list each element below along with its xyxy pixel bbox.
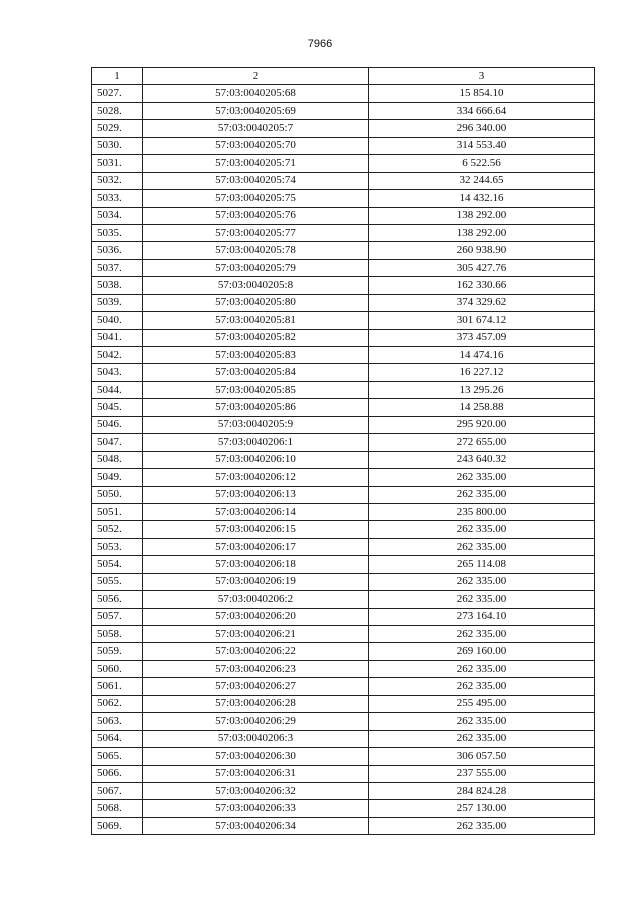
row-number: 5055. bbox=[92, 573, 143, 590]
cadastral-value: 260 938.90 bbox=[369, 242, 595, 259]
table-row bbox=[92, 817, 595, 834]
cadastral-code: 57:03:0040206:12 bbox=[143, 469, 369, 486]
cadastral-value: 14 432.16 bbox=[369, 190, 595, 207]
table-row bbox=[92, 643, 595, 660]
cadastral-value: 32 244.65 bbox=[369, 172, 595, 189]
row-number: 5058. bbox=[92, 626, 143, 643]
row-number: 5062. bbox=[92, 695, 143, 712]
cadastral-value: 373 457.09 bbox=[369, 329, 595, 346]
cadastral-value: 138 292.00 bbox=[369, 207, 595, 224]
cadastral-code: 57:03:0040206:29 bbox=[143, 713, 369, 730]
cadastral-code: 57:03:0040206:31 bbox=[143, 765, 369, 782]
cadastral-code: 57:03:0040205:71 bbox=[143, 155, 369, 172]
table-row bbox=[92, 486, 595, 503]
cadastral-value: 273 164.10 bbox=[369, 608, 595, 625]
cadastral-code: 57:03:0040206:27 bbox=[143, 678, 369, 695]
cadastral-value: 262 335.00 bbox=[369, 626, 595, 643]
row-number: 5034. bbox=[92, 207, 143, 224]
column-header-cadastral-code: 2 bbox=[143, 68, 369, 85]
table-row bbox=[92, 102, 595, 119]
table-body bbox=[92, 85, 595, 835]
cadastral-code: 57:03:0040206:20 bbox=[143, 608, 369, 625]
column-header-number: 1 bbox=[92, 68, 143, 85]
cadastral-code: 57:03:0040206:13 bbox=[143, 486, 369, 503]
cadastral-value: 262 335.00 bbox=[369, 521, 595, 538]
table-row bbox=[92, 416, 595, 433]
cadastral-value: 305 427.76 bbox=[369, 259, 595, 276]
cadastral-code: 57:03:0040205:78 bbox=[143, 242, 369, 259]
row-number: 5047. bbox=[92, 434, 143, 451]
row-number: 5044. bbox=[92, 381, 143, 398]
cadastral-code: 57:03:0040205:77 bbox=[143, 224, 369, 241]
cadastral-code: 57:03:0040206:10 bbox=[143, 451, 369, 468]
page-number: 7966 bbox=[307, 38, 333, 50]
table-row bbox=[92, 172, 595, 189]
row-number: 5050. bbox=[92, 486, 143, 503]
cadastral-value: 265 114.08 bbox=[369, 556, 595, 573]
cadastral-value: 262 335.00 bbox=[369, 660, 595, 677]
row-number: 5060. bbox=[92, 660, 143, 677]
cadastral-code: 57:03:0040206:30 bbox=[143, 748, 369, 765]
cadastral-value: 6 522.56 bbox=[369, 155, 595, 172]
row-number: 5069. bbox=[92, 817, 143, 834]
cadastral-code: 57:03:0040205:81 bbox=[143, 312, 369, 329]
row-number: 5046. bbox=[92, 416, 143, 433]
row-number: 5066. bbox=[92, 765, 143, 782]
table-row bbox=[92, 294, 595, 311]
row-number: 5054. bbox=[92, 556, 143, 573]
row-number: 5042. bbox=[92, 347, 143, 364]
cadastral-value: 262 335.00 bbox=[369, 469, 595, 486]
cadastral-code: 57:03:0040205:7 bbox=[143, 120, 369, 137]
cadastral-value: 306 057.50 bbox=[369, 748, 595, 765]
cadastral-value: 162 330.66 bbox=[369, 277, 595, 294]
cadastral-value: 16 227.12 bbox=[369, 364, 595, 381]
table-row bbox=[92, 381, 595, 398]
cadastral-code: 57:03:0040206:2 bbox=[143, 591, 369, 608]
row-number: 5028. bbox=[92, 102, 143, 119]
cadastral-code: 57:03:0040205:68 bbox=[143, 85, 369, 102]
table-row bbox=[92, 782, 595, 799]
cadastral-value: 262 335.00 bbox=[369, 678, 595, 695]
table-row bbox=[92, 608, 595, 625]
row-number: 5052. bbox=[92, 521, 143, 538]
cadastral-code: 57:03:0040205:85 bbox=[143, 381, 369, 398]
row-number: 5033. bbox=[92, 190, 143, 207]
row-number: 5059. bbox=[92, 643, 143, 660]
table-row bbox=[92, 626, 595, 643]
row-number: 5053. bbox=[92, 538, 143, 555]
cadastral-value: 284 824.28 bbox=[369, 782, 595, 799]
cadastral-code: 57:03:0040205:83 bbox=[143, 347, 369, 364]
row-number: 5032. bbox=[92, 172, 143, 189]
cadastral-value: 255 495.00 bbox=[369, 695, 595, 712]
table-row bbox=[92, 312, 595, 329]
row-number: 5038. bbox=[92, 277, 143, 294]
cadastral-code: 57:03:0040206:32 bbox=[143, 782, 369, 799]
row-number: 5027. bbox=[92, 85, 143, 102]
table-row bbox=[92, 137, 595, 154]
table-row bbox=[92, 329, 595, 346]
table-row bbox=[92, 538, 595, 555]
cadastral-value: 237 555.00 bbox=[369, 765, 595, 782]
table-row bbox=[92, 556, 595, 573]
table-row bbox=[92, 765, 595, 782]
cadastral-value: 13 295.26 bbox=[369, 381, 595, 398]
table-row bbox=[92, 190, 595, 207]
table-row bbox=[92, 224, 595, 241]
row-number: 5045. bbox=[92, 399, 143, 416]
row-number: 5035. bbox=[92, 224, 143, 241]
table-row bbox=[92, 85, 595, 102]
table-row bbox=[92, 591, 595, 608]
cadastral-code: 57:03:0040205:79 bbox=[143, 259, 369, 276]
row-number: 5036. bbox=[92, 242, 143, 259]
cadastral-value: 295 920.00 bbox=[369, 416, 595, 433]
cadastral-code: 57:03:0040205:84 bbox=[143, 364, 369, 381]
row-number: 5048. bbox=[92, 451, 143, 468]
row-number: 5051. bbox=[92, 503, 143, 520]
cadastral-code: 57:03:0040206:23 bbox=[143, 660, 369, 677]
row-number: 5056. bbox=[92, 591, 143, 608]
cadastral-value: 374 329.62 bbox=[369, 294, 595, 311]
cadastral-code: 57:03:0040205:75 bbox=[143, 190, 369, 207]
row-number: 5067. bbox=[92, 782, 143, 799]
cadastral-code: 57:03:0040206:3 bbox=[143, 730, 369, 747]
table-row bbox=[92, 503, 595, 520]
row-number: 5063. bbox=[92, 713, 143, 730]
row-number: 5040. bbox=[92, 312, 143, 329]
cadastral-value: 262 335.00 bbox=[369, 538, 595, 555]
cadastral-code: 57:03:0040205:69 bbox=[143, 102, 369, 119]
cadastral-code: 57:03:0040206:28 bbox=[143, 695, 369, 712]
cadastral-code: 57:03:0040205:9 bbox=[143, 416, 369, 433]
cadastral-value: 262 335.00 bbox=[369, 817, 595, 834]
row-number: 5065. bbox=[92, 748, 143, 765]
table-row bbox=[92, 678, 595, 695]
cadastral-value: 262 335.00 bbox=[369, 573, 595, 590]
cadastral-table bbox=[91, 67, 595, 835]
table-row bbox=[92, 521, 595, 538]
table-row bbox=[92, 242, 595, 259]
cadastral-value: 243 640.32 bbox=[369, 451, 595, 468]
cadastral-value: 235 800.00 bbox=[369, 503, 595, 520]
cadastral-value: 262 335.00 bbox=[369, 486, 595, 503]
table-row bbox=[92, 748, 595, 765]
row-number: 5043. bbox=[92, 364, 143, 381]
cadastral-code: 57:03:0040206:34 bbox=[143, 817, 369, 834]
table-row bbox=[92, 469, 595, 486]
cadastral-value: 269 160.00 bbox=[369, 643, 595, 660]
cadastral-value: 14 258.88 bbox=[369, 399, 595, 416]
row-number: 5029. bbox=[92, 120, 143, 137]
table-row bbox=[92, 730, 595, 747]
table-row bbox=[92, 364, 595, 381]
cadastral-code: 57:03:0040205:8 bbox=[143, 277, 369, 294]
row-number: 5031. bbox=[92, 155, 143, 172]
cadastral-code: 57:03:0040206:19 bbox=[143, 573, 369, 590]
row-number: 5030. bbox=[92, 137, 143, 154]
cadastral-code: 57:03:0040206:14 bbox=[143, 503, 369, 520]
cadastral-value: 262 335.00 bbox=[369, 713, 595, 730]
row-number: 5041. bbox=[92, 329, 143, 346]
table-row bbox=[92, 573, 595, 590]
table-row bbox=[92, 155, 595, 172]
cadastral-value: 272 655.00 bbox=[369, 434, 595, 451]
table-row bbox=[92, 277, 595, 294]
cadastral-code: 57:03:0040205:86 bbox=[143, 399, 369, 416]
cadastral-value: 257 130.00 bbox=[369, 800, 595, 817]
row-number: 5064. bbox=[92, 730, 143, 747]
cadastral-code: 57:03:0040205:80 bbox=[143, 294, 369, 311]
cadastral-code: 57:03:0040205:76 bbox=[143, 207, 369, 224]
row-number: 5039. bbox=[92, 294, 143, 311]
cadastral-value: 15 854.10 bbox=[369, 85, 595, 102]
row-number: 5057. bbox=[92, 608, 143, 625]
cadastral-code: 57:03:0040205:82 bbox=[143, 329, 369, 346]
row-number: 5068. bbox=[92, 800, 143, 817]
table-row bbox=[92, 713, 595, 730]
cadastral-value: 314 553.40 bbox=[369, 137, 595, 154]
cadastral-code: 57:03:0040206:33 bbox=[143, 800, 369, 817]
row-number: 5037. bbox=[92, 259, 143, 276]
cadastral-value: 138 292.00 bbox=[369, 224, 595, 241]
table-header-row bbox=[92, 68, 595, 85]
cadastral-value: 296 340.00 bbox=[369, 120, 595, 137]
cadastral-value: 262 335.00 bbox=[369, 591, 595, 608]
table-row bbox=[92, 434, 595, 451]
cadastral-code: 57:03:0040205:74 bbox=[143, 172, 369, 189]
table-row bbox=[92, 207, 595, 224]
cadastral-code: 57:03:0040205:70 bbox=[143, 137, 369, 154]
cadastral-code: 57:03:0040206:1 bbox=[143, 434, 369, 451]
table-row bbox=[92, 259, 595, 276]
table-row bbox=[92, 800, 595, 817]
table-row bbox=[92, 399, 595, 416]
cadastral-value: 14 474.16 bbox=[369, 347, 595, 364]
table-row bbox=[92, 695, 595, 712]
table-row bbox=[92, 120, 595, 137]
column-header-value: 3 bbox=[369, 68, 595, 85]
cadastral-code: 57:03:0040206:21 bbox=[143, 626, 369, 643]
cadastral-value: 334 666.64 bbox=[369, 102, 595, 119]
table-row bbox=[92, 347, 595, 364]
table-row bbox=[92, 451, 595, 468]
cadastral-code: 57:03:0040206:15 bbox=[143, 521, 369, 538]
row-number: 5049. bbox=[92, 469, 143, 486]
cadastral-code: 57:03:0040206:17 bbox=[143, 538, 369, 555]
cadastral-value: 301 674.12 bbox=[369, 312, 595, 329]
cadastral-code: 57:03:0040206:18 bbox=[143, 556, 369, 573]
cadastral-code: 57:03:0040206:22 bbox=[143, 643, 369, 660]
cadastral-value: 262 335.00 bbox=[369, 730, 595, 747]
row-number: 5061. bbox=[92, 678, 143, 695]
table-row bbox=[92, 660, 595, 677]
